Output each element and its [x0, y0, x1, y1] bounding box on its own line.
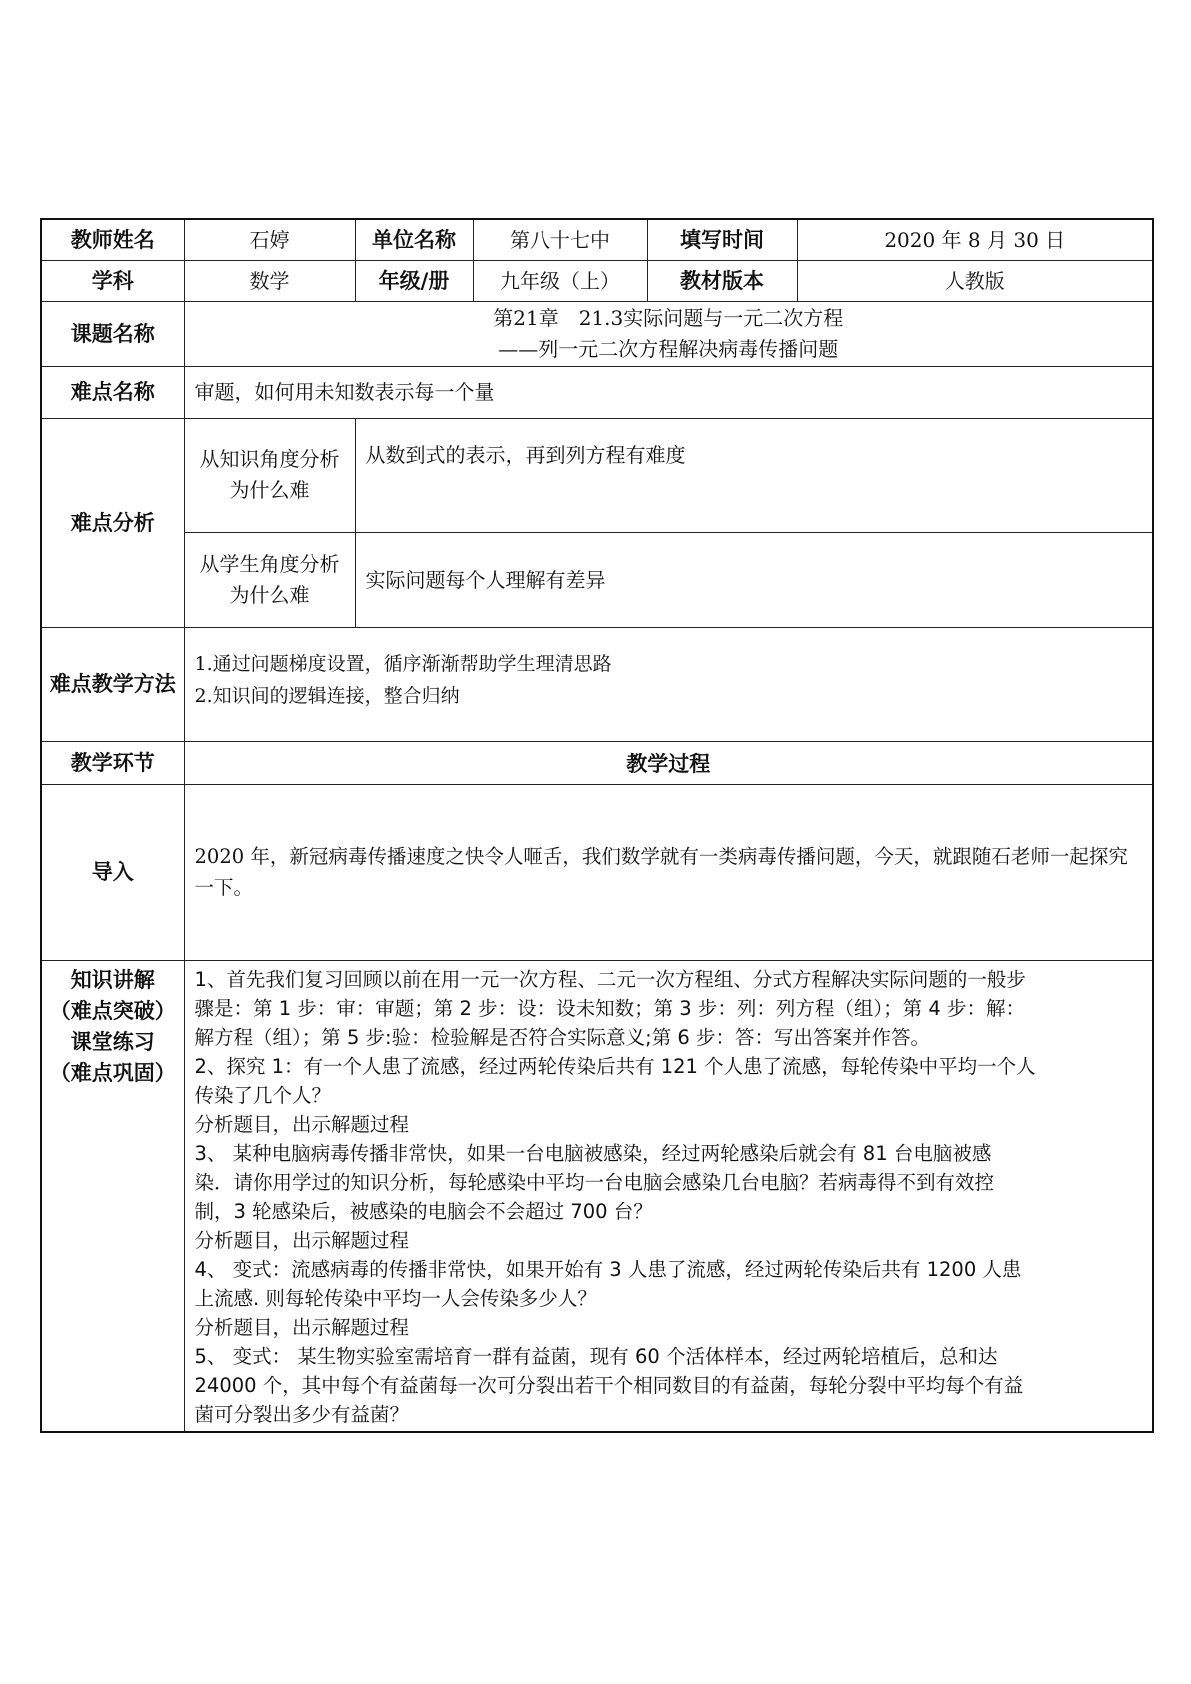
knowledge-line: 5、 变式： 某生物实验室需培育一群有益菌，现有 60 个活体样本，经过两轮培植后，总和达 — [194, 1344, 998, 1368]
method-item: 2.知识间的逻辑连接，整合归纳 — [194, 684, 460, 707]
method-item: 1.通过问题梯度设置，循序渐渐帮助学生理清思路 — [194, 652, 612, 675]
knowledge-angle-line-2: 为什么难 — [229, 478, 310, 502]
knowledge-content — [184, 960, 1153, 1432]
row-knowledge — [41, 960, 1153, 1432]
row-difficulty — [41, 366, 1153, 418]
knowledge-label-line: （难点突破） — [49, 998, 176, 1023]
process-label: 教学过程 — [184, 741, 1153, 784]
difficulty-text: 审题，如何用未知数表示每一个量 — [184, 366, 1153, 418]
edition-value: 人教版 — [797, 260, 1153, 301]
knowledge-label-line: 课堂练习 — [70, 1029, 155, 1054]
edition-label: 教材版本 — [647, 260, 797, 301]
knowledge-line: 分析题目，出示解题过程 — [194, 1112, 410, 1136]
knowledge-line: 传染了几个人？ — [194, 1083, 332, 1107]
unit-name: 第八十七中 — [473, 219, 647, 260]
knowledge-line: 2、探究 1：有一个人患了流感，经过两轮传染后共有 121 个人患了流感，每轮传染中平均一个人 — [194, 1054, 1036, 1078]
student-angle-answer: 实际问题每个人理解有差异 — [355, 532, 1153, 627]
knowledge-line: 菌可分裂出多少有益菌？ — [194, 1402, 410, 1426]
subject-label: 学科 — [41, 260, 184, 301]
knowledge-line: 上流感. 则每轮传染中平均一人会传染多少人？ — [194, 1286, 597, 1310]
knowledge-line: 24000 个，其中每个有益菌每一次可分裂出若干个相同数目的有益菌，每轮分裂中平均每个有益 — [194, 1373, 1024, 1397]
row-process-header — [41, 741, 1153, 784]
knowledge-label-line: （难点巩固） — [49, 1060, 176, 1085]
topic-line-2: ——列一元二次方程解决病毒传播问题 — [498, 336, 839, 361]
knowledge-line: 4、 变式：流感病毒的传播非常快，如果开始有 3 人患了流感，经过两轮传染后共有 1200 人患 — [194, 1257, 1022, 1281]
row-topic — [41, 301, 1153, 366]
row-teacher — [41, 219, 1153, 260]
row-analysis-student — [41, 532, 1153, 627]
knowledge-line: 分析题目，出示解题过程 — [194, 1315, 410, 1339]
unit-label: 单位名称 — [355, 219, 473, 260]
stage-label: 教学环节 — [41, 741, 184, 784]
intro-label: 导入 — [41, 784, 184, 960]
row-methods — [41, 627, 1153, 741]
methods-label: 难点教学方法 — [41, 627, 184, 741]
topic-title — [184, 301, 1153, 366]
knowledge-line: 解方程（组）；第 5 步:验：检验解是否符合实际意义;第 6 步：答：写出答案并作答。 — [194, 1025, 930, 1049]
knowledge-line: 1、首先我们复习回顾以前在用一元一次方程、二元一次方程组、分式方程解决实际问题的一般步 — [194, 967, 1026, 991]
topic-line-1: 第21章 21.3实际问题与一元二次方程 — [493, 305, 844, 330]
knowledge-label — [41, 960, 184, 1432]
lesson-plan-table — [40, 218, 1154, 1433]
knowledge-angle-answer: 从数到式的表示，再到列方程有难度 — [355, 418, 1153, 532]
knowledge-line: 3、 某种电脑病毒传播非常快，如果一台电脑被感染，经过两轮感染后就会有 81 台电脑被感 — [194, 1141, 992, 1165]
fill-date: 2020 年 8 月 30 日 — [797, 219, 1153, 260]
knowledge-line: 分析题目，出示解题过程 — [194, 1228, 410, 1252]
methods-list — [184, 627, 1153, 741]
knowledge-line: 骤是：第 1 步：审：审题；第 2 步：设：设未知数；第 3 步：列：列方程（组）；第 4 步：解： — [194, 996, 1025, 1020]
knowledge-angle-line-1: 从知识角度分析 — [199, 447, 340, 471]
row-subject — [41, 260, 1153, 301]
topic-label: 课题名称 — [41, 301, 184, 366]
knowledge-label-line: 知识讲解 — [70, 967, 155, 992]
subject-value: 数学 — [184, 260, 355, 301]
student-angle-line-1: 从学生角度分析 — [199, 551, 340, 576]
teacher-label: 教师姓名 — [41, 219, 184, 260]
row-intro — [41, 784, 1153, 960]
grade-value: 九年级（上） — [473, 260, 647, 301]
grade-label: 年级/册 — [355, 260, 473, 301]
row-analysis-knowledge — [41, 418, 1153, 532]
difficulty-label: 难点名称 — [41, 366, 184, 418]
teacher-name: 石婷 — [184, 219, 355, 260]
intro-text: 2020 年，新冠病毒传播速度之快令人咂舌，我们数学就有一类病毒传播问题，今天，就跟随石老师一起探究一下。 — [184, 784, 1153, 960]
student-angle-question — [184, 532, 355, 627]
analysis-label: 难点分析 — [41, 418, 184, 627]
knowledge-line: 制，3 轮感染后，被感染的电脑会不会超过 700 台？ — [194, 1199, 653, 1223]
knowledge-line: 染．请你用学过的知识分析，每轮感染中平均一台电脑会感染几台电脑？若病毒得不到有效控 — [194, 1170, 995, 1194]
student-angle-line-2: 为什么难 — [229, 582, 310, 607]
date-label: 填写时间 — [647, 219, 797, 260]
knowledge-angle-question — [184, 418, 355, 532]
